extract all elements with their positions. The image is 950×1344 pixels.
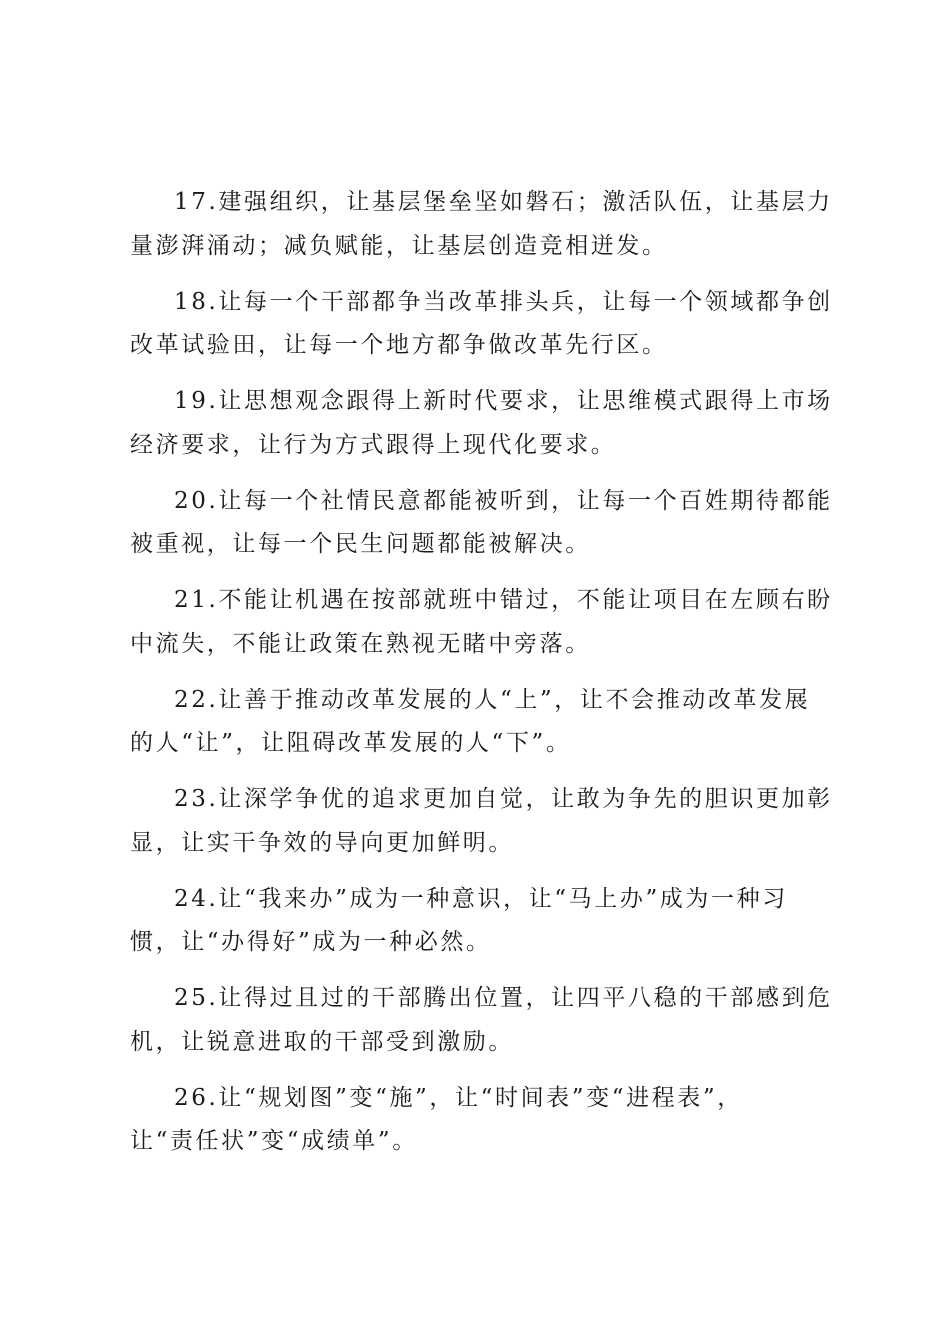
paragraph-line: 26.让“规划图”变“施”，让“时间表”变“进程表”， <box>174 1084 743 1111</box>
paragraph-line: 19.让思想观念跟得上新时代要求，让思维模式跟得上市场 <box>174 388 833 414</box>
paragraph-item-17 <box>130 181 833 268</box>
paragraph-line: 机，让锐意进取的干部受到激励。 <box>130 1028 514 1055</box>
paragraph-line: 改革试验田，让每一个地方都争做改革先行区。 <box>130 332 668 358</box>
paragraph-line: 24.让“我来办”成为一种意识，让“马上办”成为一种习 <box>174 885 788 912</box>
paragraph-line: 显，让实干争效的导向更加鲜明。 <box>130 829 514 856</box>
paragraph-line: 的人“让”，让阻碍改革发展的人“下”。 <box>130 730 572 756</box>
paragraph-line: 量澎湃涌动；减负赋能，让基层创造竞相迸发。 <box>130 232 668 259</box>
document-body <box>130 181 833 1176</box>
paragraph-item-19 <box>130 380 833 467</box>
paragraph-item-22 <box>130 679 830 766</box>
paragraph-line: 17.建强组织，让基层堡垒坚如磐石；激活队伍，让基层力 <box>174 189 833 215</box>
paragraph-item-25 <box>130 977 833 1064</box>
paragraph-line: 21.不能让机遇在按部就班中错过，不能让项目在左顾右盼 <box>174 587 833 613</box>
paragraph-item-24 <box>130 878 830 965</box>
paragraph-line: 23.让深学争优的追求更加自觉，让敢为争先的胆识更加彰 <box>174 786 833 812</box>
paragraph-line: 25.让得过且过的干部腾出位置，让四平八稳的干部感到危 <box>174 985 833 1011</box>
paragraph-line: 18.让每一个干部都争当改革排头兵，让每一个领域都争创 <box>174 288 833 315</box>
paragraph-line: 20.让每一个社情民意都能被听到，让每一个百姓期待都能 <box>174 487 833 514</box>
paragraph-line: 中流失，不能让政策在熟视无睹中旁落。 <box>130 630 591 657</box>
paragraph-line: 经济要求，让行为方式跟得上现代化要求。 <box>130 431 617 458</box>
paragraph-line: 让“责任状”变“成绩单”。 <box>130 1128 418 1154</box>
paragraph-item-20 <box>130 480 833 567</box>
paragraph-line: 22.让善于推动改革发展的人“上”，让不会推动改革发展 <box>174 686 811 713</box>
paragraph-item-21 <box>130 579 833 666</box>
paragraph-item-23 <box>130 778 833 865</box>
paragraph-item-26 <box>130 1077 830 1164</box>
paragraph-line: 被重视，让每一个民生问题都能被解决。 <box>130 531 591 557</box>
paragraph-line: 惯，让“办得好”成为一种必然。 <box>130 929 492 955</box>
paragraph-item-18 <box>130 281 833 368</box>
